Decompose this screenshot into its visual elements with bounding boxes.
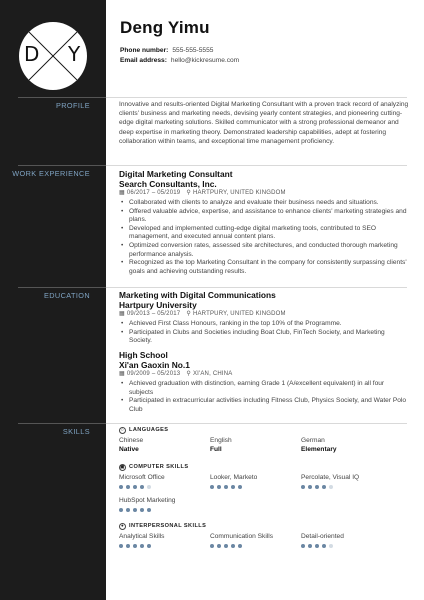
rating-dot-filled xyxy=(133,485,137,489)
rating-dot-filled xyxy=(315,485,319,489)
skill-rating-dots xyxy=(119,507,210,513)
skill-item: Looker, Marketo xyxy=(210,473,301,490)
location-pin-icon: ⚲ xyxy=(186,190,191,196)
job-meta xyxy=(119,189,409,198)
computer-skills-grid xyxy=(119,471,409,513)
avatar xyxy=(19,22,87,90)
avatar-initial-d: D xyxy=(24,42,40,66)
rating-dot-filled xyxy=(140,544,144,548)
rating-dot-empty xyxy=(329,485,333,489)
skill-rating-dots xyxy=(301,543,392,549)
education-meta xyxy=(119,370,409,379)
section-title-profile: PROFILE xyxy=(55,101,90,110)
rating-dot-filled xyxy=(133,544,137,548)
email-link[interactable]: hello@kickresume.com xyxy=(170,57,240,64)
location-pin-icon: ⚲ xyxy=(186,311,191,317)
skill-item: Communication Skills xyxy=(210,532,301,549)
language-item: English Full xyxy=(210,437,232,453)
email-label: Email address: xyxy=(120,57,167,64)
rating-dot-filled xyxy=(147,544,151,548)
rating-dot-filled xyxy=(119,544,123,548)
rating-dot-filled xyxy=(140,508,144,512)
rating-dot-filled xyxy=(231,485,235,489)
language-item: Chinese Native xyxy=(119,437,144,453)
computer-skills-heading: ▣ COMPUTER SKILLS xyxy=(120,464,189,470)
education-meta xyxy=(119,310,409,319)
education-bullets xyxy=(119,320,409,346)
degree-title: Marketing with Digital Communications xyxy=(119,290,276,300)
candidate-name: Deng Yimu xyxy=(120,18,210,37)
school-name: Hartpury University xyxy=(119,300,197,310)
calendar-icon: ▦ xyxy=(119,371,125,377)
skill-item: Analytical Skills xyxy=(119,532,210,549)
interpersonal-skills-heading: ● INTERPERSONAL SKILLS xyxy=(120,523,207,529)
monitor-icon: ▣ xyxy=(120,464,125,469)
rating-dot-filled xyxy=(224,544,228,548)
rating-dot-filled xyxy=(126,544,130,548)
skill-rating-dots xyxy=(301,484,392,490)
languages-heading: ○ LANGUAGES xyxy=(120,427,169,433)
phone-value: 555-555-5555 xyxy=(172,47,214,54)
profile-divider xyxy=(18,97,407,98)
sidebar xyxy=(0,0,106,600)
rating-dot-filled xyxy=(140,485,144,489)
people-icon: ● xyxy=(120,523,125,528)
education-bullets xyxy=(119,380,409,414)
skill-item: Detail-oriented xyxy=(301,532,392,549)
job-company: Search Consultants, Inc. xyxy=(119,179,217,189)
rating-dot-filled xyxy=(238,544,242,548)
list-item: • Participated in extracurricular activities including Fitness Club, Physics Society, and Water Polo Club xyxy=(119,397,409,414)
rating-dot-filled xyxy=(210,485,214,489)
skill-rating-dots xyxy=(210,484,301,490)
skill-rating-dots xyxy=(210,543,301,549)
contact-info xyxy=(120,46,410,66)
section-title-education: EDUCATION xyxy=(43,291,90,300)
list-item: • Participated in Clubs and Societies including Boat Club, FinTech Society, and Marketing Society. xyxy=(119,329,409,346)
rating-dot-filled xyxy=(119,508,123,512)
education-dates: 09/2013 – 05/2017 xyxy=(126,311,181,317)
section-title-skills: SKILLS xyxy=(62,427,90,436)
skill-rating-dots xyxy=(119,543,210,549)
rating-dot-filled xyxy=(217,485,221,489)
calendar-icon: ▦ xyxy=(119,311,125,317)
rating-dot-empty xyxy=(329,544,333,548)
job-title: Digital Marketing Consultant xyxy=(119,169,233,179)
education-entry-1 xyxy=(119,290,409,346)
education-location: XI'AN, CHINA xyxy=(192,371,233,377)
section-title-work: WORK EXPERIENCE xyxy=(12,169,90,178)
degree-title: High School xyxy=(119,350,168,360)
list-item: • Offered valuable advice, expertise, and assistance to enhance clients' marketing strategies and plans. xyxy=(119,208,409,225)
rating-dot-filled xyxy=(126,508,130,512)
rating-dot-filled xyxy=(315,544,319,548)
rating-dot-filled xyxy=(224,485,228,489)
rating-dot-filled xyxy=(322,544,326,548)
resume-header xyxy=(120,18,410,66)
job-dates: 06/2017 – 05/2019 xyxy=(126,190,181,196)
location-pin-icon: ⚲ xyxy=(186,371,191,377)
rating-dot-empty xyxy=(147,485,151,489)
rating-dot-filled xyxy=(217,544,221,548)
skills-divider xyxy=(18,423,407,424)
list-item: • Optimized conversion rates, assessed site architectures, and conducted thorough marketing performance analysis. xyxy=(119,242,409,259)
work-entry xyxy=(119,169,409,276)
education-entry-2 xyxy=(119,350,409,414)
phone-label: Phone number: xyxy=(120,47,169,54)
school-name: Xi'an Gaoxin No.1 xyxy=(119,360,190,370)
profile-section xyxy=(119,100,409,146)
skills-section xyxy=(119,426,409,549)
languages-grid xyxy=(119,434,409,454)
avatar-initial-y: Y xyxy=(68,42,81,66)
skill-item: Microsoft Office xyxy=(119,473,210,490)
rating-dot-filled xyxy=(147,508,151,512)
rating-dot-filled xyxy=(119,485,123,489)
language-item: German Elementary xyxy=(301,437,337,453)
rating-dot-filled xyxy=(133,508,137,512)
calendar-icon: ▦ xyxy=(119,190,125,196)
list-item: • Developed and implemented cutting-edge digital marketing tools, contributed to SEO management, and executed annual content plans. xyxy=(119,225,409,242)
rating-dot-filled xyxy=(308,544,312,548)
work-divider xyxy=(18,165,407,166)
rating-dot-filled xyxy=(301,485,305,489)
skill-item: Percolate, Visual IQ xyxy=(301,473,392,490)
education-location: HARTPURY, UNITED KINGDOM xyxy=(192,311,286,317)
rating-dot-filled xyxy=(238,485,242,489)
rating-dot-filled xyxy=(231,544,235,548)
rating-dot-filled xyxy=(210,544,214,548)
rating-dot-filled xyxy=(126,485,130,489)
rating-dot-filled xyxy=(308,485,312,489)
list-item: • Recognized as the top Marketing Consultant in the company for consistently surpassing clients' goals and achieving outstanding results. xyxy=(119,259,409,276)
rating-dot-filled xyxy=(301,544,305,548)
list-item: • Collaborated with clients to analyze and evaluate their business needs and situations. xyxy=(119,199,409,208)
education-dates: 09/2009 – 05/2013 xyxy=(126,371,181,377)
job-location: HARTPURY, UNITED KINGDOM xyxy=(192,190,286,196)
list-item: • Achieved graduation with distinction, earning Grade 1 (A/excellent equivalent) in all four subjects xyxy=(119,380,409,397)
rating-dot-filled xyxy=(322,485,326,489)
list-item: • Achieved First Class Honours, ranking in the top 10% of the Programme. xyxy=(119,320,409,329)
profile-summary: Innovative and results-oriented Digital Marketing Consultant with a proven track record of analyzing clients' business and marketing needs, devising yearly content strategies, and pioneering cutting-edge digital marketing solutions. Skilled communicator with a strong professional demeanor and deep expertise in marketing theory. Demonstrated leadership capabilities, adept at fostering collaboration within teams, and exceptional time management proficiency. xyxy=(119,101,409,145)
skill-item: HubSpot Marketing xyxy=(119,496,210,513)
job-bullets xyxy=(119,199,409,276)
interpersonal-skills-grid xyxy=(119,530,409,549)
globe-icon: ○ xyxy=(120,427,125,432)
education-divider xyxy=(18,287,407,288)
skill-rating-dots xyxy=(119,484,210,490)
